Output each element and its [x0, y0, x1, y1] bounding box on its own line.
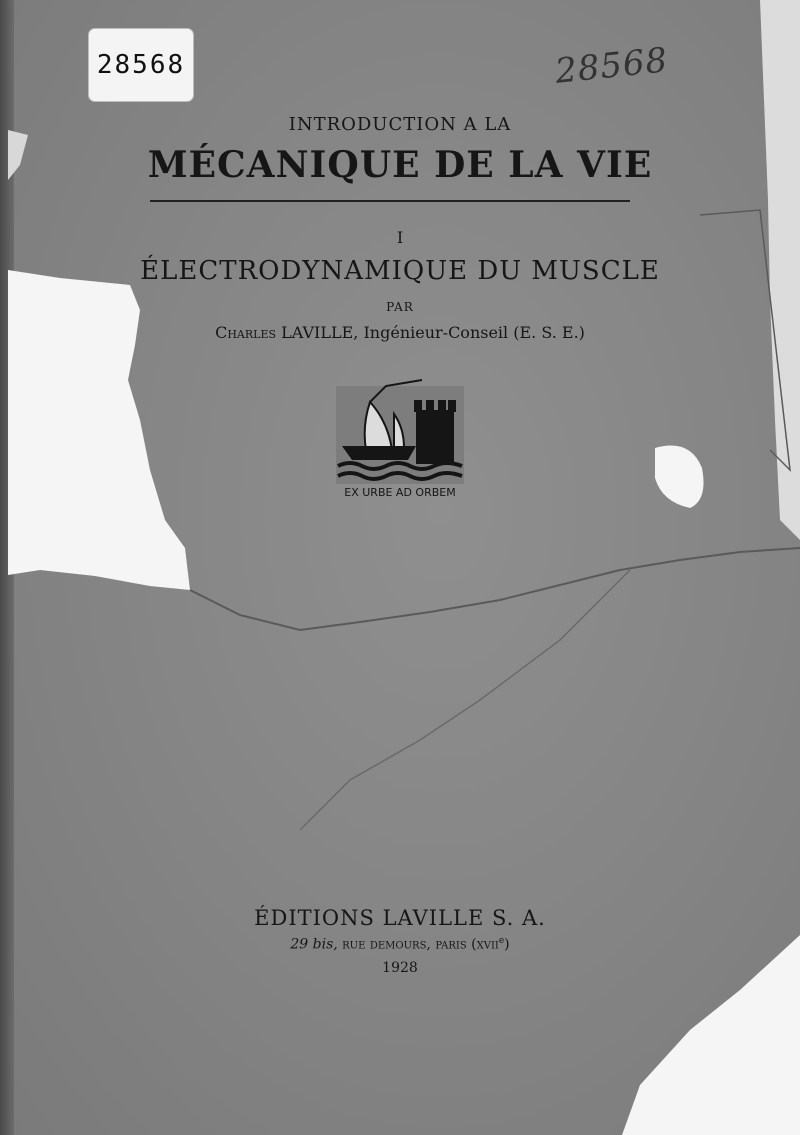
by-line: PAR	[386, 300, 414, 314]
tower-battlement-2	[426, 400, 434, 412]
title-rule	[150, 200, 630, 202]
catalog-number-label: 28568	[88, 28, 194, 102]
crack-line-main	[190, 548, 800, 630]
crack-line-diagonal	[300, 570, 630, 830]
author-first-name: Charles	[215, 323, 277, 342]
emblem-motto: EX URBE AD ORBEM	[344, 486, 456, 499]
tower-battlement-1	[414, 400, 422, 412]
author-name-rest: LAVILLE, Ingénieur-Conseil (E. S. E.)	[276, 323, 585, 342]
main-title: MÉCANIQUE DE LA VIE	[147, 144, 653, 186]
publisher-emblem	[330, 372, 470, 500]
publisher-name: ÉDITIONS LAVILLE S. A.	[254, 906, 546, 930]
tower-battlement-3	[438, 400, 446, 412]
address-close: )	[504, 936, 510, 953]
volume-number: I	[396, 228, 404, 247]
publication-year: 1928	[382, 960, 418, 976]
address-street: rue demours, paris (xvii	[337, 936, 499, 953]
address-suffix: e	[498, 936, 505, 946]
series-title: INTRODUCTION A LA	[288, 114, 512, 135]
tower-battlement-4	[448, 400, 456, 412]
ship-hull-icon	[342, 446, 416, 460]
subtitle: ÉLECTRODYNAMIQUE DU MUSCLE	[140, 256, 660, 286]
handwritten-number: 28568	[553, 40, 670, 92]
author-line	[0, 323, 800, 342]
publisher-address	[0, 936, 800, 953]
tower-icon	[416, 410, 454, 464]
address-number: 29 bis,	[290, 936, 338, 953]
